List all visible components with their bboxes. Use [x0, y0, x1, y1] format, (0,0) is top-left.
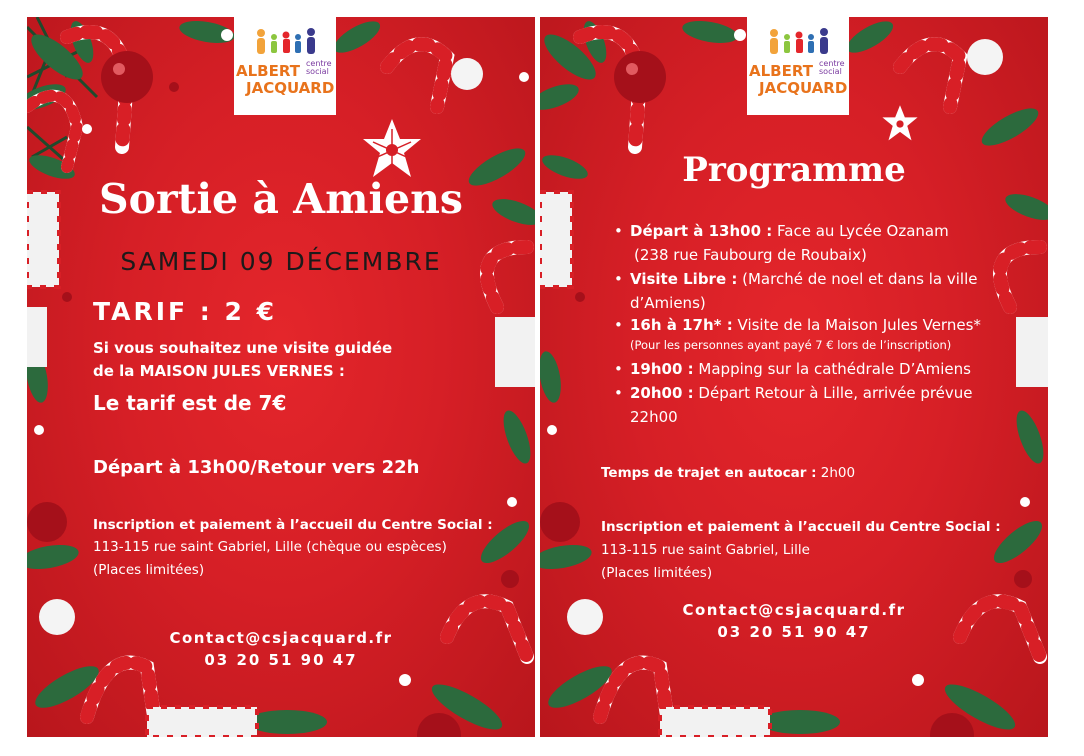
contact-phone[interactable]: 03 20 51 90 47	[717, 623, 871, 641]
guided-visit-line2: de la MAISON JULES VERNES :	[93, 362, 345, 380]
registration-title: Inscription et paiement à l’accueil du Centre Social :	[93, 517, 493, 533]
places-limited-text: (Places limitées)	[93, 562, 205, 578]
registration-title: Inscription et paiement à l’accueil du Centre Social :	[601, 519, 1001, 535]
logo-text-jacquard: JACQUARD	[246, 79, 335, 97]
travel-time: Temps de trajet en autocar : 2h00	[601, 465, 856, 481]
snowflake-star-icon	[359, 117, 425, 183]
contact-email[interactable]: Contact@csjacquard.fr	[682, 601, 906, 619]
list-item-extra: (238 rue Faubourg de Roubaix)	[634, 246, 867, 264]
list-item-extra: (Pour les personnes ayant payé 7 € lors de l’inscription)	[630, 338, 952, 352]
address-text: 113-115 rue saint Gabriel, Lille (chèque ou espèces)	[93, 539, 447, 555]
list-item: • 19h00 : Mapping sur la cathédrale D’Amiens	[612, 360, 1032, 384]
albert-jacquard-logo	[234, 17, 336, 115]
schedule-text: Départ à 13h00/Retour vers 22h	[93, 457, 420, 478]
flyer-programme	[540, 17, 1048, 737]
albert-jacquard-logo	[747, 17, 849, 115]
logo-text-jacquard: JACQUARD	[759, 79, 848, 97]
flyer-sortie-amiens	[27, 17, 535, 737]
logo-text-albert: ALBERT	[236, 62, 300, 80]
event-title: Sortie à Amiens	[98, 175, 463, 223]
list-item-extra: 22h00	[630, 408, 678, 426]
address-text: 113-115 rue saint Gabriel, Lille	[601, 542, 810, 558]
list-item-extra: d’Amiens)	[630, 294, 706, 312]
list-item: • 20h00 : Départ Retour à Lille, arrivée prévue	[612, 384, 1032, 408]
list-item: • Départ à 13h00 : Face au Lycée Ozanam	[612, 222, 1032, 246]
snowflake-star-icon	[880, 104, 920, 144]
logo-text-albert: ALBERT	[749, 62, 813, 80]
tarif-label: TARIF : 2 €	[93, 297, 277, 326]
programme-title: Programme	[682, 150, 906, 190]
list-item: • 16h à 17h* : Visite de la Maison Jules Vernes*	[612, 316, 1032, 338]
logo-tagline: centre social	[819, 59, 845, 76]
guided-visit-line1: Si vous souhaitez une visite guidée	[93, 339, 393, 357]
list-item: • Visite Libre : (Marché de noel et dans la ville	[612, 270, 1032, 294]
event-date: SAMEDI 09 DÉCEMBRE	[120, 247, 442, 276]
contact-phone[interactable]: 03 20 51 90 47	[204, 651, 358, 669]
contact-email[interactable]: Contact@csjacquard.fr	[169, 629, 393, 647]
programme-list	[612, 222, 1032, 432]
places-limited-text: (Places limitées)	[601, 565, 713, 581]
guided-visit-price: Le tarif est de 7€	[93, 391, 287, 415]
logo-tagline: centre social	[306, 59, 332, 76]
